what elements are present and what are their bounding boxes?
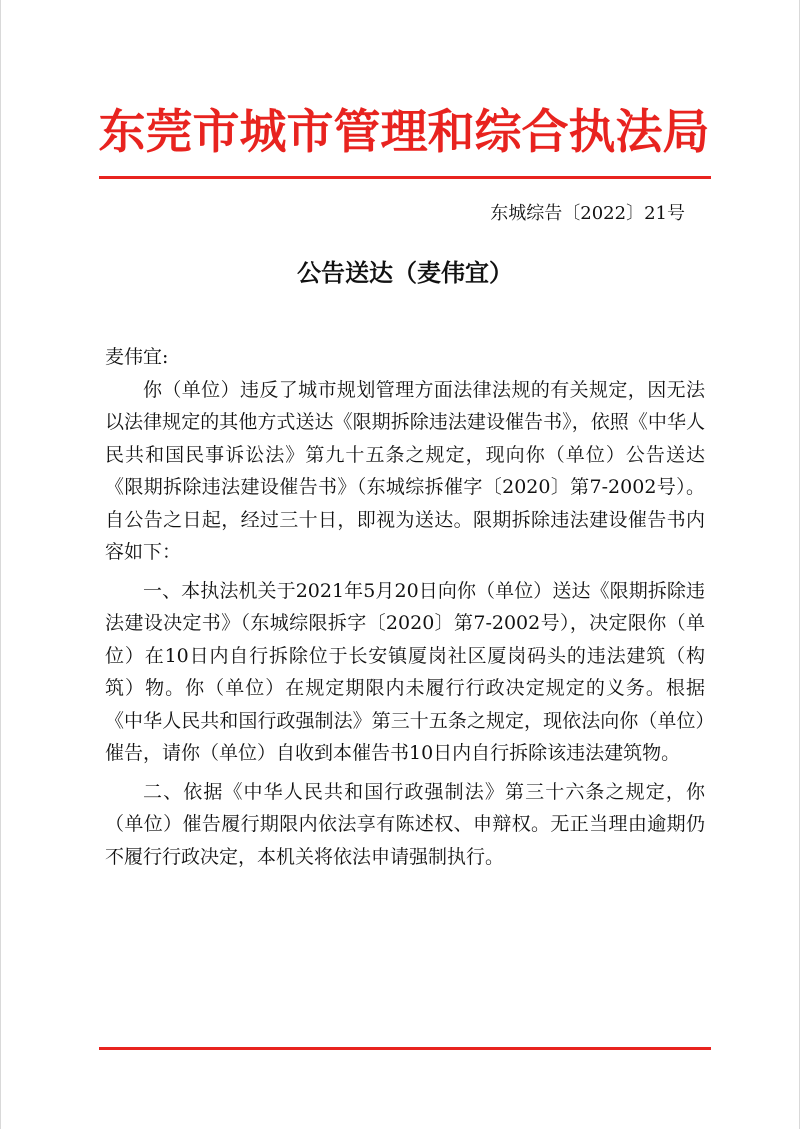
document-number: 东城综告〔2022〕21号 <box>490 203 685 224</box>
paragraph-item-1: 一、本执法机关于2021年5月20日向你（单位）送达《限期拆除违法建设决定书》（东城综限拆字〔2020〕第7-2002号），决定限你（单位）在10日内自行拆除位于长安镇厦岗社区厦岗码头的违法建筑（构筑）物。你（单位）在规定期限内未履行行政决定规定的义务。根据《中华人民共和国行政强制法》第三十五条之规定，现依法向你（单位）催告，请你（单位）自收到本催告书10日内自行拆除该违法建筑物。 <box>105 579 705 764</box>
addressee: 麦伟宜: <box>105 346 169 368</box>
document-body <box>105 341 705 873</box>
paragraph-item-2: 二、依据《中华人民共和国行政强制法》第三十六条之规定，你（单位）催告履行期限内依法享有陈述权、申辩权。无正当理由逾期仍不履行行政决定，本机关将依法申请强制执行。 <box>105 780 705 868</box>
header-divider <box>99 176 711 179</box>
document-title: 公告送达（麦伟宜） <box>297 258 513 287</box>
paragraph-intro: 你（单位）违反了城市规划管理方面法律法规的有关规定，因无法以法律规定的其他方式送达《限期拆除违法建设催告书》，依照《中华人民共和国民事诉讼法》第九十五条之规定，现向你（单位）公告送达《限期拆除违法建设催告书》（东城综拆催字〔2020〕第7-2002号）。自公告之日起，经过三十日，即视为送达。限期拆除违法建设催告书内容如下： <box>105 378 705 563</box>
agency-name: 东莞市城市管理和综合执法局 <box>98 105 710 160</box>
footer-divider <box>99 1047 711 1050</box>
